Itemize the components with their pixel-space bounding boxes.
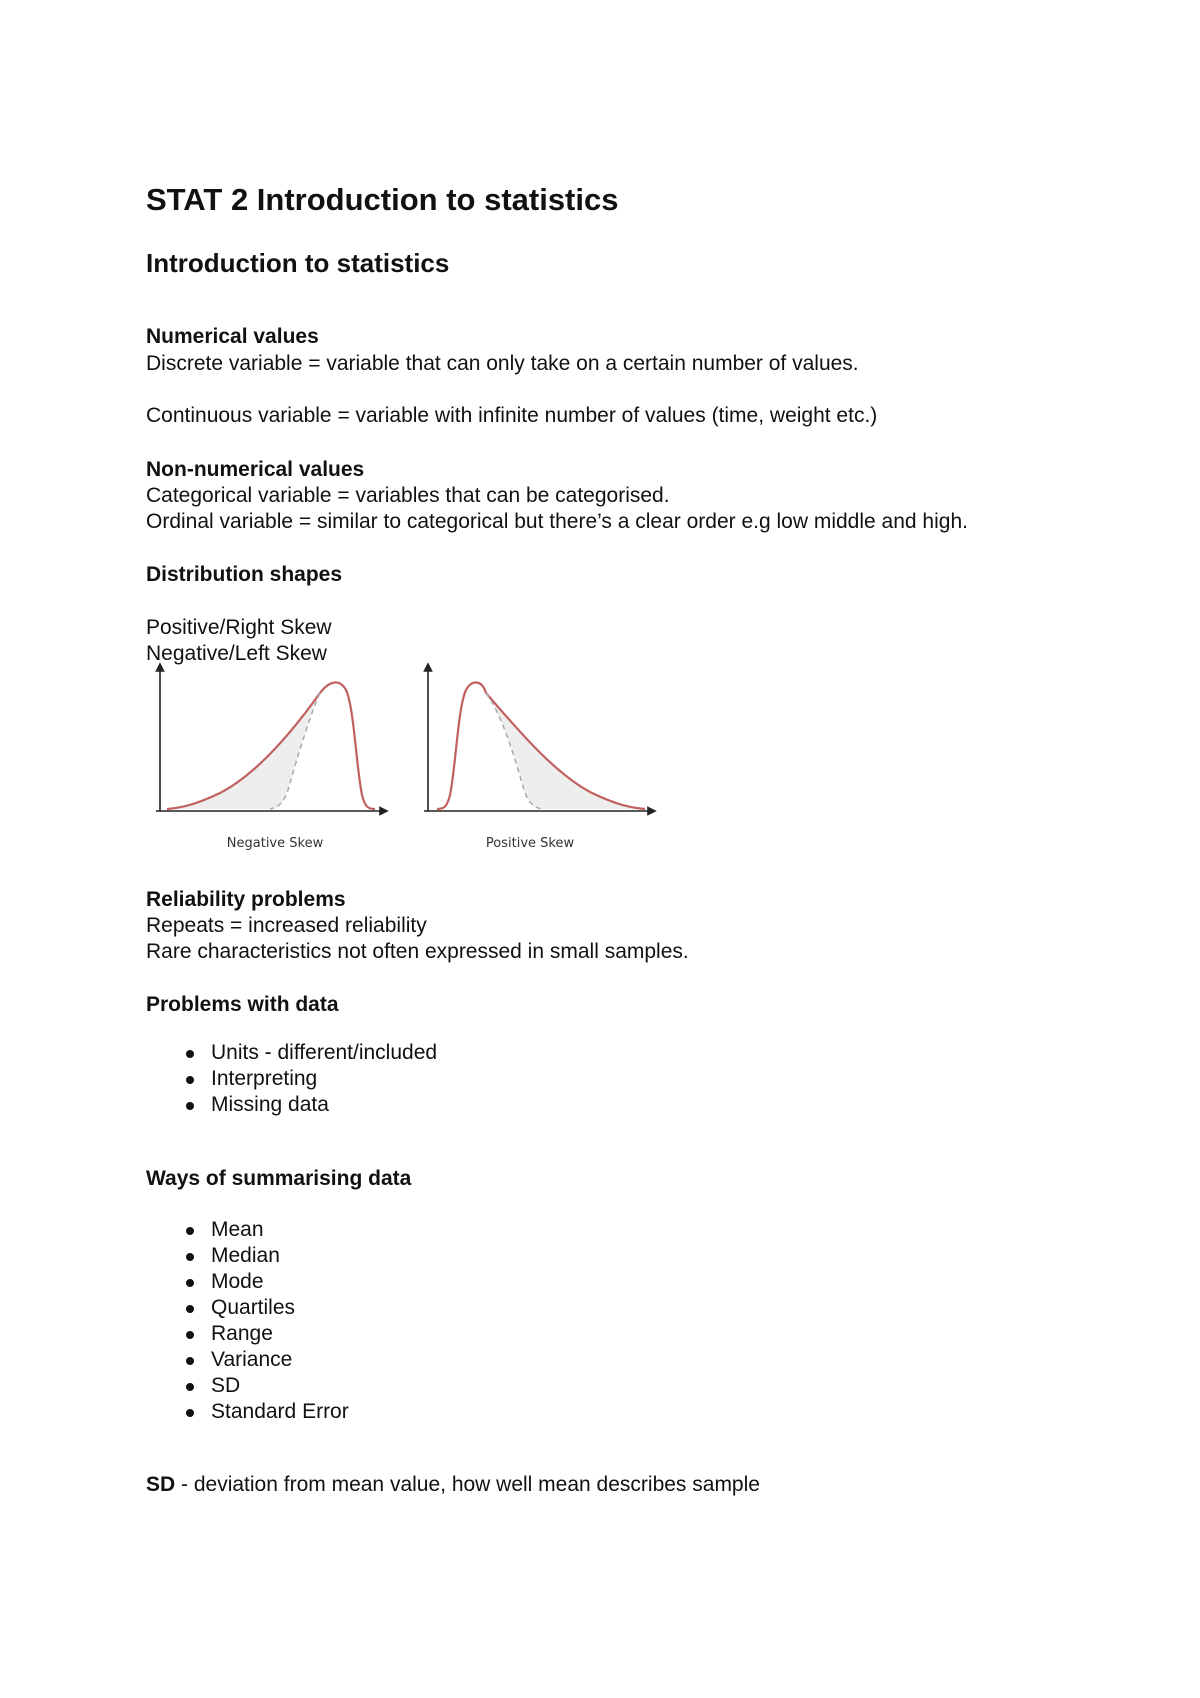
problems-list (146, 1040, 437, 1118)
list-item: Quartiles (146, 1295, 349, 1321)
positive-skew-shaded-area (486, 693, 645, 809)
list-item: Units - different/included (146, 1040, 437, 1066)
reliability-problems-heading: Reliability problems (146, 888, 346, 911)
sd-definition-text: - deviation from mean value, how well mean describes sample (175, 1473, 760, 1496)
summarising-data-heading: Ways of summarising data (146, 1167, 412, 1190)
document-title: STAT 2 Introduction to statistics (146, 182, 619, 217)
list-item: Mean (146, 1217, 349, 1243)
discrete-variable-text: Discrete variable = variable that can only take on a certain number of values. (146, 352, 859, 375)
positive-skew-text: Positive/Right Skew (146, 616, 332, 639)
list-item: Interpreting (146, 1066, 437, 1092)
bullet-icon (186, 1076, 194, 1084)
bullet-icon (186, 1305, 194, 1313)
bullet-icon (186, 1357, 194, 1365)
negative-skew-panel (156, 667, 384, 811)
rare-characteristics-text: Rare characteristics not often expressed in small samples. (146, 940, 689, 963)
bullet-icon (186, 1050, 194, 1058)
negative-skew-shaded-area (167, 693, 320, 809)
negative-skew-label: Negative Skew (226, 836, 324, 851)
bullet-icon (186, 1383, 194, 1391)
ordinal-variable-text: Ordinal variable = similar to categorical but there’s a clear order e.g low middle and high. (146, 510, 968, 533)
sd-definition (146, 1473, 760, 1497)
list-item: Variance (146, 1347, 349, 1373)
bullet-icon (186, 1279, 194, 1287)
list-item: Range (146, 1321, 349, 1347)
categorical-variable-text: Categorical variable = variables that can be categorised. (146, 484, 670, 507)
list-item: Mode (146, 1269, 349, 1295)
list-item: Median (146, 1243, 349, 1269)
distribution-shapes-heading: Distribution shapes (146, 563, 343, 586)
sd-term: SD (146, 1473, 176, 1496)
continuous-variable-text: Continuous variable = variable with infinite number of values (time, weight etc.) (146, 404, 878, 427)
numerical-values-heading: Numerical values (146, 325, 319, 348)
bullet-icon (186, 1102, 194, 1110)
skew-distribution-figure (140, 655, 670, 855)
bullet-icon (186, 1227, 194, 1235)
bullet-icon (186, 1331, 194, 1339)
list-item: Standard Error (146, 1399, 349, 1425)
non-numerical-values-heading: Non-numerical values (146, 458, 365, 481)
positive-skew-panel (424, 667, 652, 811)
positive-skew-label: Positive Skew (485, 836, 575, 851)
summarising-list (146, 1217, 349, 1425)
repeats-text: Repeats = increased reliability (146, 914, 427, 937)
section-title: Introduction to statistics (146, 248, 450, 278)
problems-with-data-heading: Problems with data (146, 993, 339, 1016)
negative-skew-text: Negative/Left Skew (146, 642, 327, 665)
list-item: Missing data (146, 1092, 437, 1118)
bullet-icon (186, 1253, 194, 1261)
list-item: SD (146, 1373, 349, 1399)
bullet-icon (186, 1409, 194, 1417)
